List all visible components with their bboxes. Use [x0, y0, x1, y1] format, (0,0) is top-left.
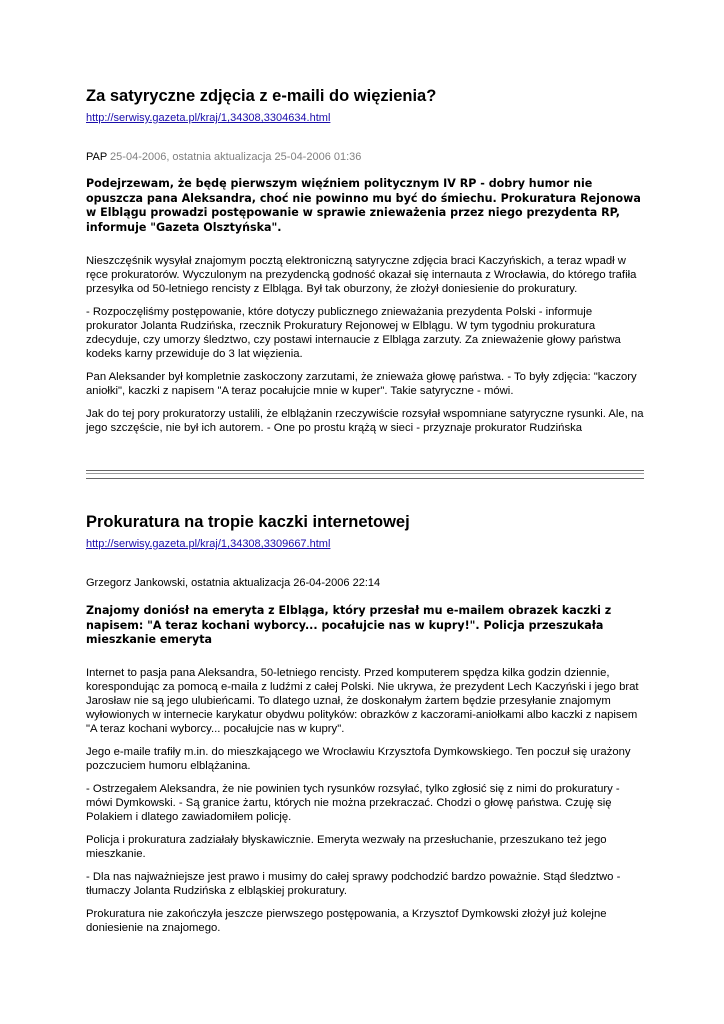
- article2-body: [86, 666, 646, 944]
- article1-date: 25-04-2006, ostatnia aktualizacja 25-04-2006 01:36: [107, 151, 362, 163]
- article2-byline: Grzegorz Jankowski, ostatnia aktualizacja 26-04-2006 22:14: [86, 577, 381, 589]
- article1-paragraph: Jak do tej pory prokuratorzy ustalili, że elblążanin rzeczywiście rozsyłał wspomniane satyryczne rysunki. Ale, na jego szczęście, nie był ich autorem. - One po prostu krążą w sieci - przyznaje prokurator Rudzińska: [86, 408, 644, 434]
- article-separator: [86, 470, 644, 479]
- article1-lead: Podejrzewam, że będę pierwszym więźniem politycznym IV RP - dobry humor nie opuszcza pana Aleksandra, choć nie powinno mu być do śmiechu. Prokuratura Rejonowa w Elblągu prowadzi postępowanie w sprawie znieważenia przez niego prezydenta RP, informuje "Gazeta Olsztyńska".: [86, 177, 641, 234]
- article1-title: Za satyryczne zdjęcia z e-maili do więzienia?: [86, 87, 437, 105]
- article1-byline: [86, 151, 361, 164]
- article1-body: [86, 254, 646, 444]
- article1-paragraph: Pan Aleksander był kompletnie zaskoczony zarzutami, że znieważa głowę państwa. - To były zdjęcia: "kaczory aniołki", kaczki z napisem "A teraz pocałujcie mnie w kuper". Takie satyryczne - mówi.: [86, 371, 637, 397]
- article1-source: PAP: [86, 151, 107, 163]
- article2-paragraph: - Ostrzegałem Aleksandra, że nie powinien tych rysunków rozsyłać, tylko zgłosić się z nimi do prokuratury - mówi Dymkowski. - Są granice żartu, których nie można przekraczać. Chodzi o głowę państwa. Czuję się Polakiem i dlatego zawiadomiłem policję.: [86, 783, 620, 823]
- article1-paragraph: Nieszczęśnik wysyłał znajomym pocztą elektroniczną satyryczne zdjęcia braci Kaczyńskich, a teraz wpadł w ręce prokuratorów. Wyczulonym na prezydencką godność okazał się internauta z Wrocławia, do którego trafiła przesyłka od 50-letniego rencisty z Elbląga. Był tak oburzony, że złożył doniesienie do prokuratury.: [86, 255, 637, 295]
- article2-paragraph: Internet to pasja pana Aleksandra, 50-letniego rencisty. Przed komputerem spędza kilka godzin dziennie, korespondując za pomocą e-maila z ludźmi z całej Polski. Nie ukrywa, że prezydent Lech Kaczyński i jego brat Jarosław nie są jego ulubieńcami. To dlatego uznał, że doskonałym żartem będzie przesyłanie znajomym wyłowionych w internecie karykatur obydwu polityków: obrazków z kaczorami-aniołkami albo kaczki z napisem "A teraz kochani wyborcy... pocałujcie nas w kupry".: [86, 667, 639, 735]
- article1-paragraph: - Rozpoczęliśmy postępowanie, które dotyczy publicznego znieważania prezydenta Polski - informuje prokurator Jolanta Rudzińska, rzecznik Prokuratury Rejonowej w Elblągu. W tym tygodniu prokuratura zdecyduje, czy umorzy śledztwo, czy postawi internaucie z Elbląga zarzuty. Za znieważenie głowy państwa kodeks karny przewiduje do 3 lat więzienia.: [86, 306, 621, 360]
- article2-paragraph: Jego e-maile trafiły m.in. do mieszkającego we Wrocławiu Krzysztofa Dymkowskiego. Ten poczuł się urażony pozczuciem humoru elblążanina.: [86, 746, 631, 772]
- article2-lead: Znajomy doniósł na emeryta z Elbląga, który przesłał mu e-mailem obrazek kaczki z napisem: "A teraz kochani wyborcy... pocałujcie nas w kupry!". Policja przeszukała mieszkanie emeryta: [86, 604, 612, 646]
- article2-link[interactable]: http://serwisy.gazeta.pl/kraj/1,34308,3309667.html: [86, 538, 331, 550]
- article2-paragraph: Prokuratura nie zakończyła jeszcze pierwszego postępowania, a Krzysztof Dymkowski złożył już kolejne doniesienie na znajomego.: [86, 908, 607, 934]
- article2-paragraph: Policja i prokuratura zadziałały błyskawicznie. Emeryta wezwały na przesłuchanie, przeszukano też jego mieszkanie.: [86, 834, 607, 860]
- article2-title: Prokuratura na tropie kaczki internetowej: [86, 513, 410, 531]
- article2-paragraph: - Dla nas najważniejsze jest prawo i musimy do całej sprawy podchodzić bardzo poważnie. Stąd śledztwo - tłumaczy Jolanta Rudzińska z elbląskiej prokuratury.: [86, 871, 621, 897]
- article1-link[interactable]: http://serwisy.gazeta.pl/kraj/1,34308,3304634.html: [86, 112, 331, 124]
